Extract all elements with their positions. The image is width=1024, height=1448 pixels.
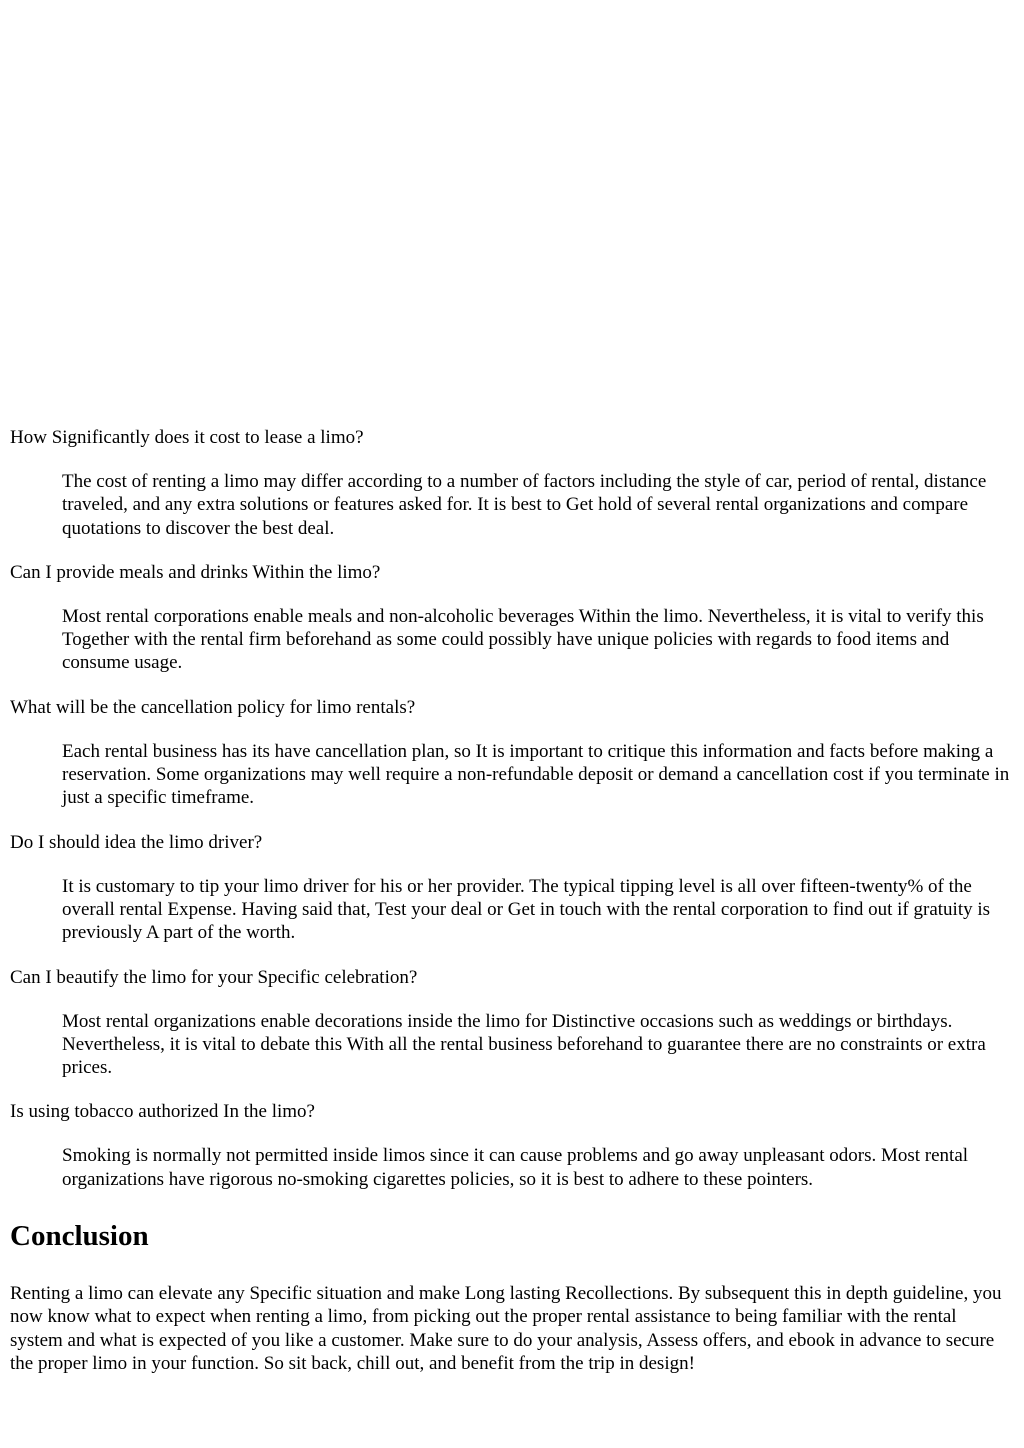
faq-answer: Most rental corporations enable meals and non-alcoholic beverages Within the limo. Nevertheless, it is vital to verify this Together with the rental firm beforehand as some could possibly have unique policies with regards to food items and consume usage. — [62, 605, 984, 674]
faq-answer: Smoking is normally not permitted inside limos since it can cause problems and go away unpleasant odors. Most rental organizations have rigorous no-smoking cigarettes policies, so it is best to adhere to these pointers. — [62, 1145, 969, 1190]
faq-question: How Significantly does it cost to lease a limo? — [10, 427, 364, 448]
faq-question: Do I should idea the limo driver? — [10, 831, 263, 853]
faq-answer: The cost of renting a limo may differ according to a number of factors including the style of car, period of rental, distance traveled, and any extra solutions or features asked for. It is best to Get hold of several rental organizations and compare quotations to discover the best deal. — [62, 471, 987, 539]
faq-answer: Most rental organizations enable decorations inside the limo for Distinctive occasions such as weddings or birthdays. Nevertheless, it is vital to debate this With all the rental business beforehand to guarantee there are no constraints or extra prices. — [62, 1010, 986, 1079]
conclusion-paragraph: Renting a limo can elevate any Specific situation and make Long lasting Recollections. By subsequent this in depth guideline, you now know what to expect when renting a limo, from picking out the proper rental assistance to being familiar with the rental system and what is expected of you like a customer. Make sure to do your analysis, Assess offers, and ebook in advance to secure the proper limo in your function. So sit back, chill out, and benefit from the trip in design! — [10, 1283, 1002, 1374]
conclusion-heading: Conclusion — [10, 1220, 149, 1253]
faq-answer: Each rental business has its have cancellation plan, so It is important to critique this information and facts before making a reservation. Some organizations may well require a non-refundable deposit or demand a cancellation cost if you terminate in just a specific timeframe. — [62, 740, 1010, 809]
faq-answer: It is customary to tip your limo driver for his or her provider. The typical tipping level is all over fifteen-twenty% of the overall rental Expense. Having said that, Test your deal or Get in touch with the rental corporation to find out if gratuity is previously A part of the worth. — [62, 875, 991, 944]
faq-question: Can I beautify the limo for your Specific celebration? — [10, 966, 418, 988]
faq-question: Can I provide meals and drinks Within the limo? — [10, 561, 381, 583]
faq-list — [10, 426, 1014, 1191]
faq-question: Is using tobacco authorized In the limo? — [10, 1101, 315, 1123]
article-body — [10, 426, 1014, 1375]
faq-question: What will be the cancellation policy for limo rentals? — [10, 696, 416, 718]
